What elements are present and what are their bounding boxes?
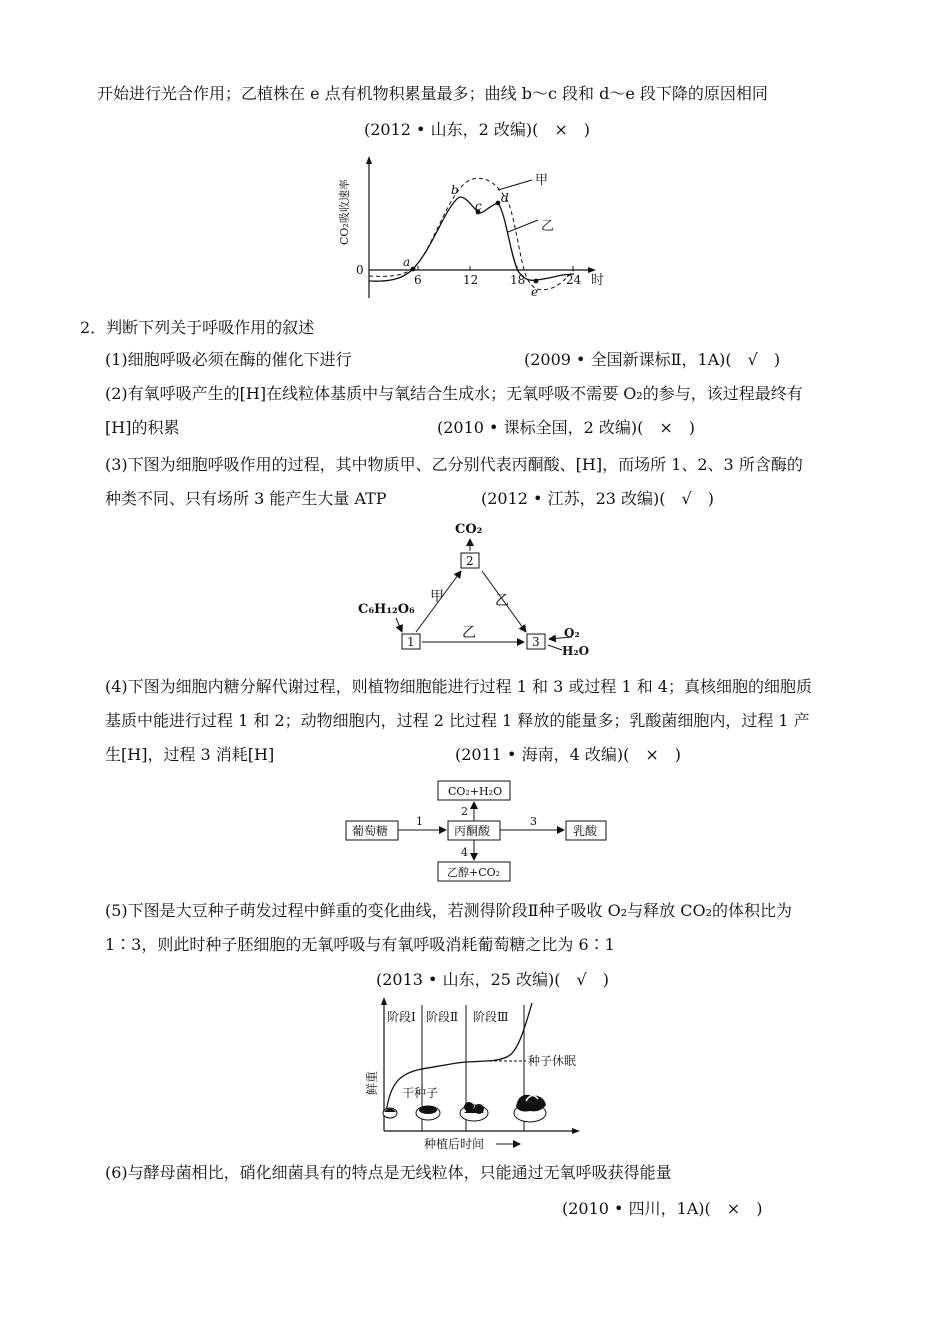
s6-source: (2010 • 四川，1A)( × ) — [562, 1199, 763, 1218]
sugar-metabolism-diagram — [340, 777, 620, 887]
s2-source: (2010 • 课标全国，2 改编)( × ) — [437, 418, 695, 437]
seed-1-icon — [383, 1108, 397, 1118]
curve-yi — [369, 197, 574, 281]
dry-seed-label: 干种子 — [402, 1086, 439, 1100]
svg-text:3: 3 — [532, 635, 540, 649]
co2-label: CO₂ — [455, 522, 483, 537]
zero-label: 0 — [356, 263, 364, 277]
point-d — [496, 201, 501, 206]
s2-line2: [H]的积累 — [105, 418, 180, 437]
point-e — [534, 279, 539, 284]
label-d: d — [501, 191, 509, 205]
svg-text:CO₂吸收速率: CO₂吸收速率 — [338, 179, 351, 245]
s5-line2: 1∶3，则此时种子胚细胞的无氧呼吸与有氧呼吸消耗葡萄糖之比为 6∶1 — [105, 935, 615, 954]
s3-line2: 种类不同、只有场所 3 能产生大量 ATP — [105, 489, 387, 508]
tick-12: 12 — [463, 273, 479, 287]
q2-title: 2．判断下列关于呼吸作用的叙述 — [80, 318, 315, 337]
svg-text:丙酮酸: 丙酮酸 — [454, 824, 491, 838]
y-axis-label — [337, 179, 351, 245]
stage-2: 阶段Ⅱ — [426, 1010, 459, 1024]
s4-line1: (4)下图为细胞内糖分解代谢过程，则植物细胞能进行过程 1 和 3 或过程 1 和 4；真核细胞的细胞质 — [105, 677, 812, 696]
svg-text:2: 2 — [466, 554, 474, 568]
stage-3: 阶段Ⅲ — [473, 1010, 509, 1024]
tick-24: 24 — [566, 273, 582, 287]
glucose-label: C₆H₁₂O₆ — [358, 602, 415, 617]
h2o-label: H₂O — [562, 644, 590, 658]
svg-text:CO₂+H₂O: CO₂+H₂O — [448, 785, 503, 798]
s5-source: (2013 • 山东，25 改编)( √ ) — [376, 970, 609, 989]
intro-source: (2012 • 山东，2 改编)( × ) — [364, 120, 590, 139]
x-axis-label: 时 — [591, 273, 605, 288]
seed-2-icon — [416, 1106, 440, 1120]
seed-3-icon — [460, 1102, 488, 1121]
seed-germination-chart — [360, 995, 590, 1153]
s2-line1: (2)有氧呼吸产生的[H]在线粒体基质中与氧结合生成水；无氧呼吸不需要 O₂的参与，该过程最终有 — [105, 384, 803, 403]
process-1: 1 — [416, 815, 423, 828]
process-4: 4 — [461, 846, 468, 859]
svg-text:乙醇+CO₂: 乙醇+CO₂ — [447, 866, 501, 879]
intro-line: 开始进行光合作用；乙植株在 e 点有机物积累量最多；曲线 b～c 段和 d～e 段下降的原因相同 — [97, 84, 768, 103]
label-e: e — [531, 285, 539, 299]
svg-text:鲜重: 鲜重 — [365, 1070, 379, 1095]
yi-right-label: 乙 — [495, 593, 509, 609]
seed-4-icon — [514, 1095, 546, 1122]
s5-line1: (5)下图是大豆种子萌发过程中鲜重的变化曲线，若测得阶段Ⅱ种子吸收 O₂与释放 CO₂的体积比为 — [105, 901, 793, 920]
y-axis-arrow — [366, 156, 372, 164]
svg-text:乳酸: 乳酸 — [573, 824, 598, 838]
svg-text:1: 1 — [407, 635, 415, 649]
tick-18: 18 — [510, 273, 526, 287]
jia-label: 甲 — [430, 589, 444, 605]
dormancy-label: 种子休眠 — [528, 1054, 577, 1068]
stage-1: 阶段Ⅰ — [387, 1010, 416, 1024]
x-axis-label: 种植后时间 — [424, 1137, 485, 1151]
tick-6: 6 — [414, 273, 422, 287]
s4-line2: 基质中能进行过程 1 和 2；动物细胞内，过程 2 比过程 1 释放的能量多；乳酸菌细胞内，过程 1 产 — [105, 711, 810, 730]
point-a — [411, 267, 416, 272]
y-label — [364, 1071, 379, 1095]
s6-text: (6)与酵母菌相比，硝化细菌具有的特点是无线粒体，只能通过无氧呼吸获得能量 — [105, 1163, 672, 1182]
process-2: 2 — [461, 805, 468, 818]
legend-jia: 甲 — [535, 173, 549, 188]
svg-text:葡萄糖: 葡萄糖 — [352, 824, 389, 838]
label-a: a — [403, 255, 411, 269]
s1-source: (2009 • 全国新课标Ⅱ，1A)( √ ) — [524, 350, 781, 369]
o2-label: O₂ — [564, 626, 580, 640]
process-3: 3 — [530, 815, 537, 828]
s4-source: (2011 • 海南，4 改编)( × ) — [455, 745, 681, 764]
label-b: b — [451, 183, 459, 197]
co2-uptake-chart — [340, 150, 620, 305]
label-c: c — [475, 199, 482, 213]
s4-line3: 生[H]，过程 3 消耗[H] — [105, 745, 275, 764]
s1-text: (1)细胞呼吸必须在酶的催化下进行 — [105, 350, 352, 369]
s3-source: (2012 • 江苏，23 改编)( √ ) — [481, 489, 714, 508]
respiration-sites-diagram — [350, 515, 610, 663]
legend-yi: 乙 — [541, 219, 555, 234]
s3-line1: (3)下图为细胞呼吸作用的过程，其中物质甲、乙分别代表丙酮酸、[H]，而场所 1、2、3 所含酶的 — [105, 455, 803, 474]
yi-bottom-label: 乙 — [462, 625, 476, 641]
